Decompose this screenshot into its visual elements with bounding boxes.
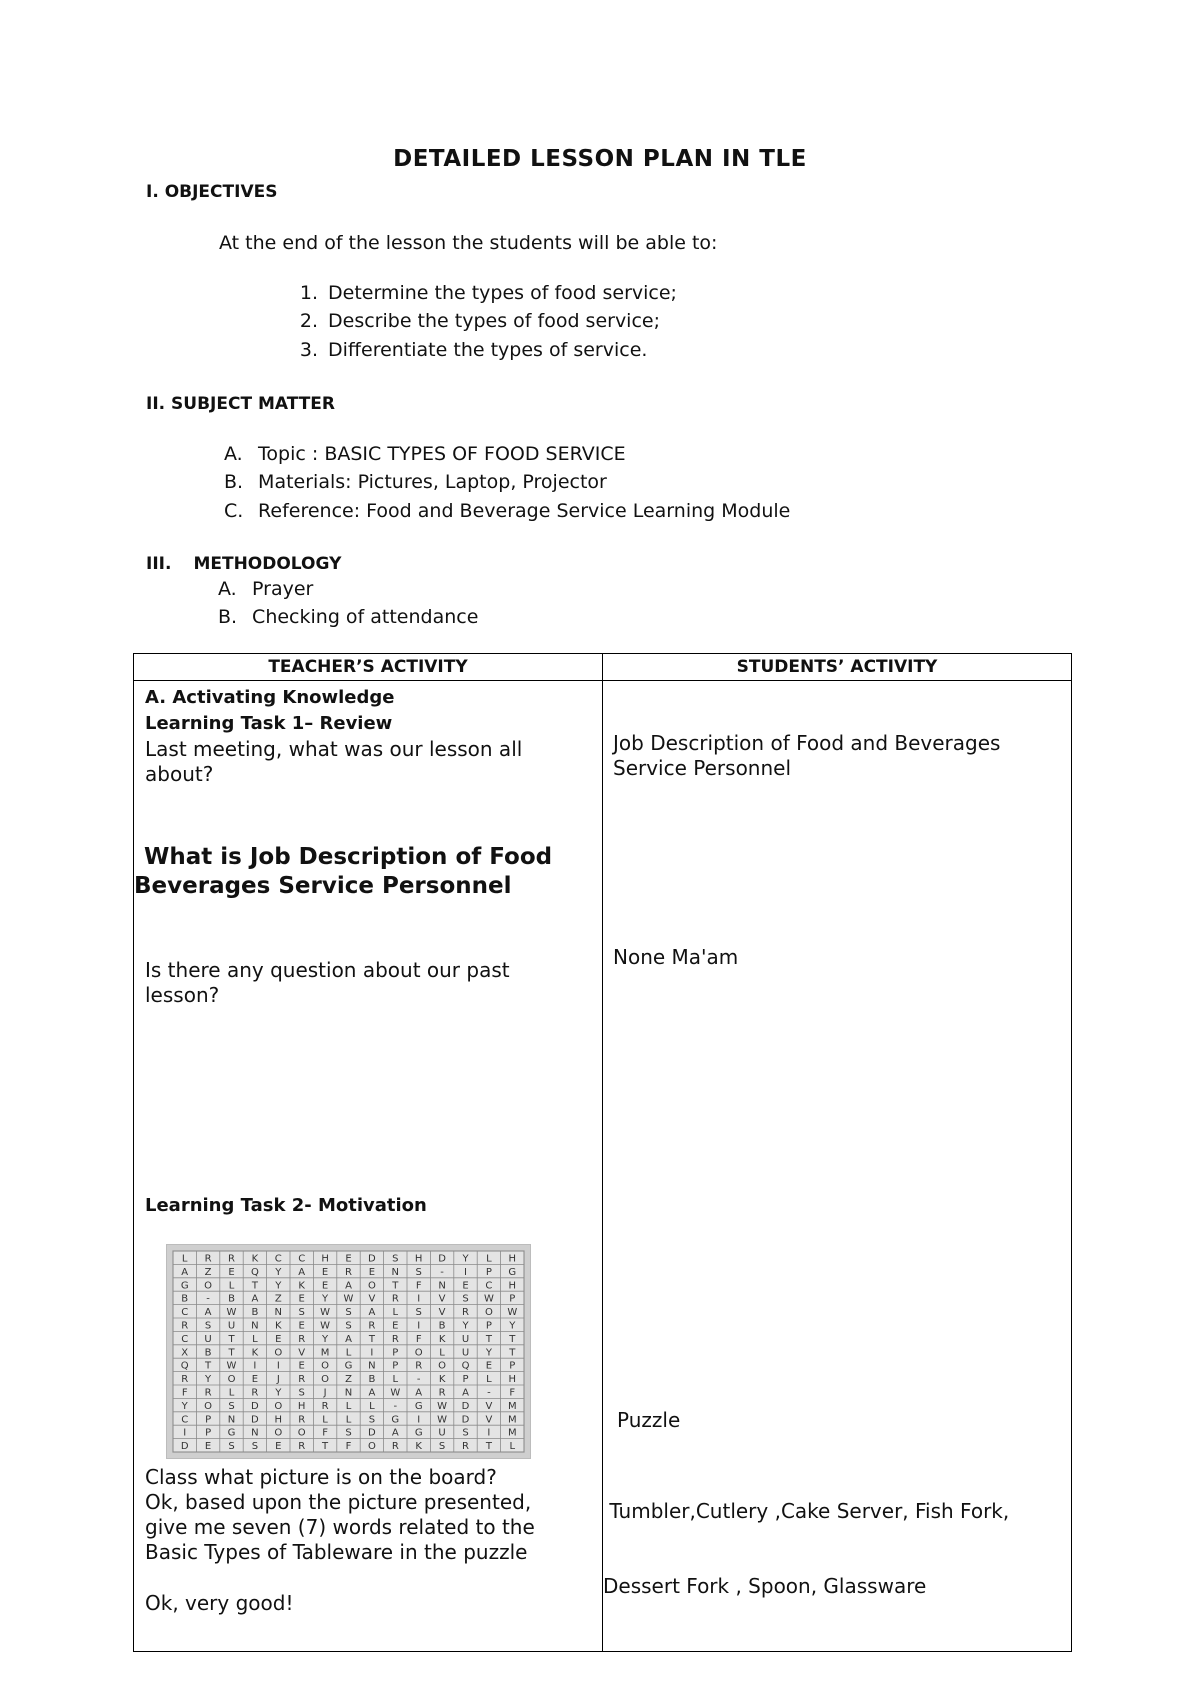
student-answer-none: None Ma'am [613,945,739,969]
student-answer-puzzle: Puzzle [617,1408,681,1432]
puzzle-letter: - [487,1387,491,1399]
puzzle-letter: F [509,1387,516,1399]
puzzle-letter: T [509,1347,516,1359]
puzzle-letter: U [204,1333,212,1345]
puzzle-letter: T [205,1360,212,1372]
methodology-item-attendance: B. Checking of attendance [218,606,479,628]
puzzle-letter: O [367,1441,376,1453]
puzzle-letter: D [461,1400,470,1412]
puzzle-letter: C [298,1253,306,1265]
puzzle-letter: E [321,1266,329,1278]
puzzle-letter: L [345,1414,352,1426]
puzzle-letter: E [462,1280,469,1292]
puzzle-letter: W [226,1307,237,1319]
puzzle-letter: L [228,1387,235,1399]
puzzle-letter: - [440,1266,444,1278]
puzzle-letter: M [507,1427,517,1439]
puzzle-letter: U [461,1333,470,1345]
puzzle-letter: M [507,1414,517,1426]
activity-table [133,653,1072,1652]
puzzle-letter: - [206,1293,210,1305]
puzzle-letter: E [345,1253,352,1265]
puzzle-letter: R [204,1253,212,1265]
puzzle-letter: R [321,1400,329,1412]
puzzle-letter: M [320,1347,330,1359]
puzzle-letter: D [180,1441,189,1453]
puzzle-letter: E [275,1333,282,1345]
objectives-heading: I. OBJECTIVES [146,182,278,202]
puzzle-letter: H [274,1414,283,1426]
puzzle-letter: T [509,1333,516,1345]
puzzle-letter: A [368,1307,376,1319]
puzzle-letter: D [368,1427,376,1439]
puzzle-letter: T [368,1333,375,1345]
puzzle-letter: L [345,1347,352,1359]
puzzle-letter: T [228,1347,235,1359]
puzzle-letter: Y [322,1293,329,1305]
teacher-activity-cell [134,681,603,1652]
puzzle-letter: W [390,1387,401,1399]
teacher-activity-header: TEACHER’S ACTIVITY [134,654,603,681]
puzzle-letter: H [508,1280,517,1292]
puzzle-letter: F [415,1280,422,1292]
puzzle-letter: Z [274,1293,282,1305]
puzzle-letter: - [416,1374,421,1386]
puzzle-letter: L [369,1400,375,1412]
puzzle-letter: G [414,1427,423,1439]
puzzle-letter: E [298,1360,305,1372]
students-activity-header: STUDENTS’ ACTIVITY [603,654,1072,681]
puzzle-letter: K [251,1253,259,1265]
puzzle-letter: Z [345,1374,352,1386]
puzzle-letter: I [417,1293,421,1305]
puzzle-letter: W [507,1307,518,1319]
puzzle-letter: C [485,1280,493,1292]
puzzle-letter: I [276,1360,280,1372]
puzzle-letter: E [298,1320,305,1332]
puzzle-letter: R [298,1414,306,1426]
puzzle-letter: R [415,1360,423,1372]
puzzle-letter: I [370,1347,374,1359]
puzzle-letter: I [464,1266,467,1278]
puzzle-letter: N [251,1427,259,1439]
puzzle-letter: O [227,1374,236,1386]
puzzle-letter: - [393,1400,398,1412]
puzzle-letter: L [486,1253,492,1265]
puzzle-letter: H [321,1253,329,1265]
puzzle-letter: D [251,1400,259,1412]
puzzle-letter: O [274,1400,283,1412]
puzzle-letter: R [345,1266,352,1278]
puzzle-letter: B [204,1347,212,1359]
puzzle-letter: O [484,1307,493,1319]
puzzle-letter: Y [509,1320,516,1332]
puzzle-letter: Y [275,1266,282,1278]
puzzle-letter: R [298,1374,306,1386]
puzzle-letter: M [507,1400,517,1412]
puzzle-letter: S [298,1307,305,1319]
puzzle-letter: G [508,1266,517,1278]
puzzle-letter: Z [204,1266,212,1278]
puzzle-letter: S [462,1427,469,1439]
puzzle-letter: P [392,1347,399,1359]
puzzle-letter: A [204,1307,212,1319]
puzzle-letter: G [180,1280,189,1292]
puzzle-letter: A [462,1387,469,1399]
puzzle-letter: Y [485,1347,492,1359]
puzzle-letter: S [228,1400,235,1412]
puzzle-letter: F [345,1441,352,1453]
puzzle-letter: J [323,1387,327,1399]
puzzle-letter: A [181,1266,189,1278]
puzzle-letter: W [343,1293,354,1305]
puzzle-letter: S [415,1266,422,1278]
puzzle-letter: S [438,1441,446,1453]
puzzle-letter: Q [180,1360,189,1372]
puzzle-letter: O [274,1347,283,1359]
puzzle-letter: R [181,1374,189,1386]
puzzle-letter: K [251,1347,259,1359]
puzzle-letter: E [392,1320,399,1332]
puzzle-letter: W [320,1320,331,1332]
puzzle-letter: O [414,1347,423,1359]
puzzle-letter: Y [205,1374,212,1386]
puzzle-letter: E [251,1374,259,1386]
puzzle-letter: V [368,1293,376,1305]
puzzle-letter: X [181,1347,189,1359]
puzzle-letter: S [298,1387,305,1399]
puzzle-letter: W [483,1293,494,1305]
puzzle-letter: C [181,1414,189,1426]
puzzle-letter: A [298,1266,306,1278]
word-search-puzzle-image [166,1244,531,1459]
puzzle-letter: E [275,1441,282,1453]
puzzle-letter: B [438,1320,446,1332]
puzzle-letter: F [322,1427,328,1439]
subject-item-topic: A. Topic : BASIC TYPES OF FOOD SERVICE [224,443,626,465]
puzzle-letter: L [322,1414,328,1426]
puzzle-letter: W [437,1414,448,1426]
puzzle-letter: L [392,1374,399,1386]
puzzle-letter: N [251,1320,259,1332]
student-answer-review: Job Description of Food and Beverages Service Personnel [613,731,1001,780]
puzzle-letter: G [344,1360,353,1372]
subject-matter-heading: II. SUBJECT MATTER [146,394,336,414]
puzzle-letter: R [368,1320,376,1332]
section-activating-knowledge: A. Activating Knowledge [145,687,395,708]
puzzle-letter: E [298,1293,305,1305]
puzzle-letter: R [181,1320,189,1332]
puzzle-letter: L [345,1400,352,1412]
puzzle-letter: S [368,1414,376,1426]
puzzle-letter: H [508,1374,517,1386]
puzzle-letter: S [204,1320,212,1332]
puzzle-letter: B [181,1293,189,1305]
puzzle-letter: T [228,1333,235,1345]
methodology-heading: III. METHODOLOGY [146,554,342,574]
puzzle-letter: V [485,1414,493,1426]
puzzle-letter: Y [181,1400,188,1412]
puzzle-letter: N [368,1360,376,1372]
review-question: Last meeting, what was our lesson all about? [145,737,523,786]
puzzle-letter: H [508,1253,517,1265]
puzzle-letter: S [345,1307,352,1319]
puzzle-letter: N [274,1307,283,1319]
puzzle-letter: R [391,1441,399,1453]
puzzle-letter: S [345,1427,352,1439]
puzzle-letter: Y [275,1280,282,1292]
puzzle-letter: R [462,1307,469,1319]
puzzle-letter: O [321,1360,330,1372]
puzzle-letter: V [298,1347,306,1359]
puzzle-letter: K [275,1320,282,1332]
puzzle-letter: R [298,1441,306,1453]
objectives-intro: At the end of the lesson the students will be able to: [219,232,718,254]
student-answer-words: Tumbler,Cutlery ,Cake Server, Fish Fork, Dessert Fork , Spoon, Glassware [603,1499,1010,1598]
methodology-item-prayer: A. Prayer [218,578,314,600]
puzzle-letter: D [251,1414,259,1426]
puzzle-letter: Y [275,1387,282,1399]
learning-task-2-label: Learning Task 2- Motivation [145,1195,427,1216]
puzzle-letter: R [228,1253,235,1265]
puzzle-letter: D [438,1253,446,1265]
puzzle-letter: Y [462,1320,469,1332]
puzzle-letter: D [368,1253,376,1265]
puzzle-letter: Y [462,1253,469,1265]
puzzle-letter: S [251,1441,259,1453]
puzzle-letter: R [462,1441,469,1453]
puzzle-letter: J [276,1374,280,1386]
puzzle-letter: O [297,1427,306,1439]
puzzle-letter: U [438,1427,446,1439]
puzzle-letter: P [485,1320,492,1332]
puzzle-letter: R [438,1387,446,1399]
puzzle-letter: K [415,1441,422,1453]
puzzle-letter: V [438,1307,446,1319]
puzzle-letter: T [392,1280,399,1292]
puzzle-letter: O [438,1360,447,1372]
puzzle-letter: U [227,1320,236,1332]
puzzle-letter: B [228,1293,235,1305]
puzzle-letter: O [204,1280,213,1292]
puzzle-letter: S [415,1307,422,1319]
puzzle-letter: I [417,1320,421,1332]
puzzle-letter: C [181,1307,189,1319]
puzzle-letter: P [509,1293,516,1305]
review-answer-prompt: What is Job Description of Food Beverages Service Personnel [134,844,553,899]
puzzle-letter: Q [250,1266,259,1278]
puzzle-letter: L [228,1280,235,1292]
puzzle-letter: B [368,1374,376,1386]
puzzle-letter: V [438,1293,446,1305]
puzzle-letter: A [391,1427,399,1439]
puzzle-letter: A [345,1333,352,1345]
puzzle-letter: L [439,1347,445,1359]
puzzle-letter: A [251,1293,259,1305]
puzzle-letter: L [181,1253,188,1265]
page-title: DETAILED LESSON PLAN IN TLE [393,146,807,172]
puzzle-letter: O [321,1374,330,1386]
puzzle-letter: K [438,1333,446,1345]
puzzle-letter: P [392,1360,399,1372]
puzzle-letter: K [438,1374,446,1386]
puzzle-letter: N [391,1266,400,1278]
objective-item: 2. Describe the types of food service; [299,310,660,332]
puzzle-letter: S [228,1441,235,1453]
puzzle-letter: T [251,1280,258,1292]
puzzle-letter: E [485,1360,493,1372]
puzzle-letter: E [321,1280,329,1292]
puzzle-letter: C [274,1253,282,1265]
puzzle-letter: B [251,1307,259,1319]
puzzle-letter: O [367,1280,376,1292]
puzzle-letter: E [204,1441,212,1453]
puzzle-letter: E [228,1266,235,1278]
puzzle-letter: W [437,1400,448,1412]
objective-item: 3. Differentiate the types of service. [299,339,648,361]
puzzle-letter: G [227,1427,236,1439]
puzzle-letter: O [274,1427,283,1439]
objective-item: 1. Determine the types of food service; [299,282,677,304]
puzzle-letter: R [391,1333,399,1345]
puzzle-letter: I [253,1360,257,1372]
puzzle-letter: L [509,1441,516,1453]
puzzle-letter: A [368,1387,376,1399]
puzzle-letter: T [485,1333,492,1345]
puzzle-letter: G [414,1400,423,1412]
puzzle-letter: U [461,1347,470,1359]
puzzle-letter: N [438,1280,446,1292]
puzzle-letter: W [320,1307,331,1319]
puzzle-letter: N [227,1414,236,1426]
puzzle-letter: P [485,1266,492,1278]
puzzle-letter: S [462,1293,469,1305]
puzzle-letter: A [345,1280,352,1292]
puzzle-letter: I [183,1427,187,1439]
puzzle-letter: Y [322,1333,329,1345]
puzzle-letter: P [509,1360,516,1372]
puzzle-letter: G [391,1414,400,1426]
students-activity-cell [603,681,1072,1652]
puzzle-letter: W [226,1360,237,1372]
puzzle-letter: O [204,1400,213,1412]
puzzle-letter: S [392,1253,399,1265]
subject-item-materials: B. Materials: Pictures, Laptop, Projector [224,471,607,493]
puzzle-letter: P [205,1427,212,1439]
puzzle-letter: R [204,1387,212,1399]
puzzle-letter: E [368,1266,376,1278]
puzzle-letter: L [392,1307,399,1319]
puzzle-letter: R [391,1293,399,1305]
puzzle-letter: C [181,1333,189,1345]
puzzle-letter: P [462,1374,469,1386]
puzzle-letter: T [322,1441,329,1453]
motivation-question: Class what picture is on the board? Ok, based upon the picture presented, give me seven (7) words related to the Basic Types of Tableware in the puzzle [145,1465,535,1564]
learning-task-1-label: Learning Task 1– Review [145,713,393,734]
puzzle-letter: A [415,1387,423,1399]
puzzle-letter: D [461,1414,470,1426]
past-lesson-question: Is there any question about our past lesson? [145,958,510,1007]
puzzle-letter: P [205,1414,212,1426]
puzzle-letter: L [486,1374,492,1386]
puzzle-letter: K [298,1280,305,1292]
subject-item-reference: C. Reference: Food and Beverage Service Learning Module [224,500,791,522]
puzzle-letter: T [485,1441,492,1453]
puzzle-letter: R [251,1387,259,1399]
puzzle-letter: H [297,1400,306,1412]
puzzle-letter: I [417,1414,421,1426]
puzzle-letter: F [181,1387,188,1399]
puzzle-letter: N [344,1387,353,1399]
closing-remark: Ok, very good! [145,1591,294,1615]
puzzle-letter: V [485,1400,493,1412]
puzzle-letter: H [414,1253,423,1265]
puzzle-letter: L [252,1333,258,1345]
puzzle-letter: I [487,1427,491,1439]
puzzle-letter: S [345,1320,352,1332]
puzzle-letter: R [298,1333,306,1345]
puzzle-letter: Q [461,1360,470,1372]
puzzle-letter: F [415,1333,422,1345]
